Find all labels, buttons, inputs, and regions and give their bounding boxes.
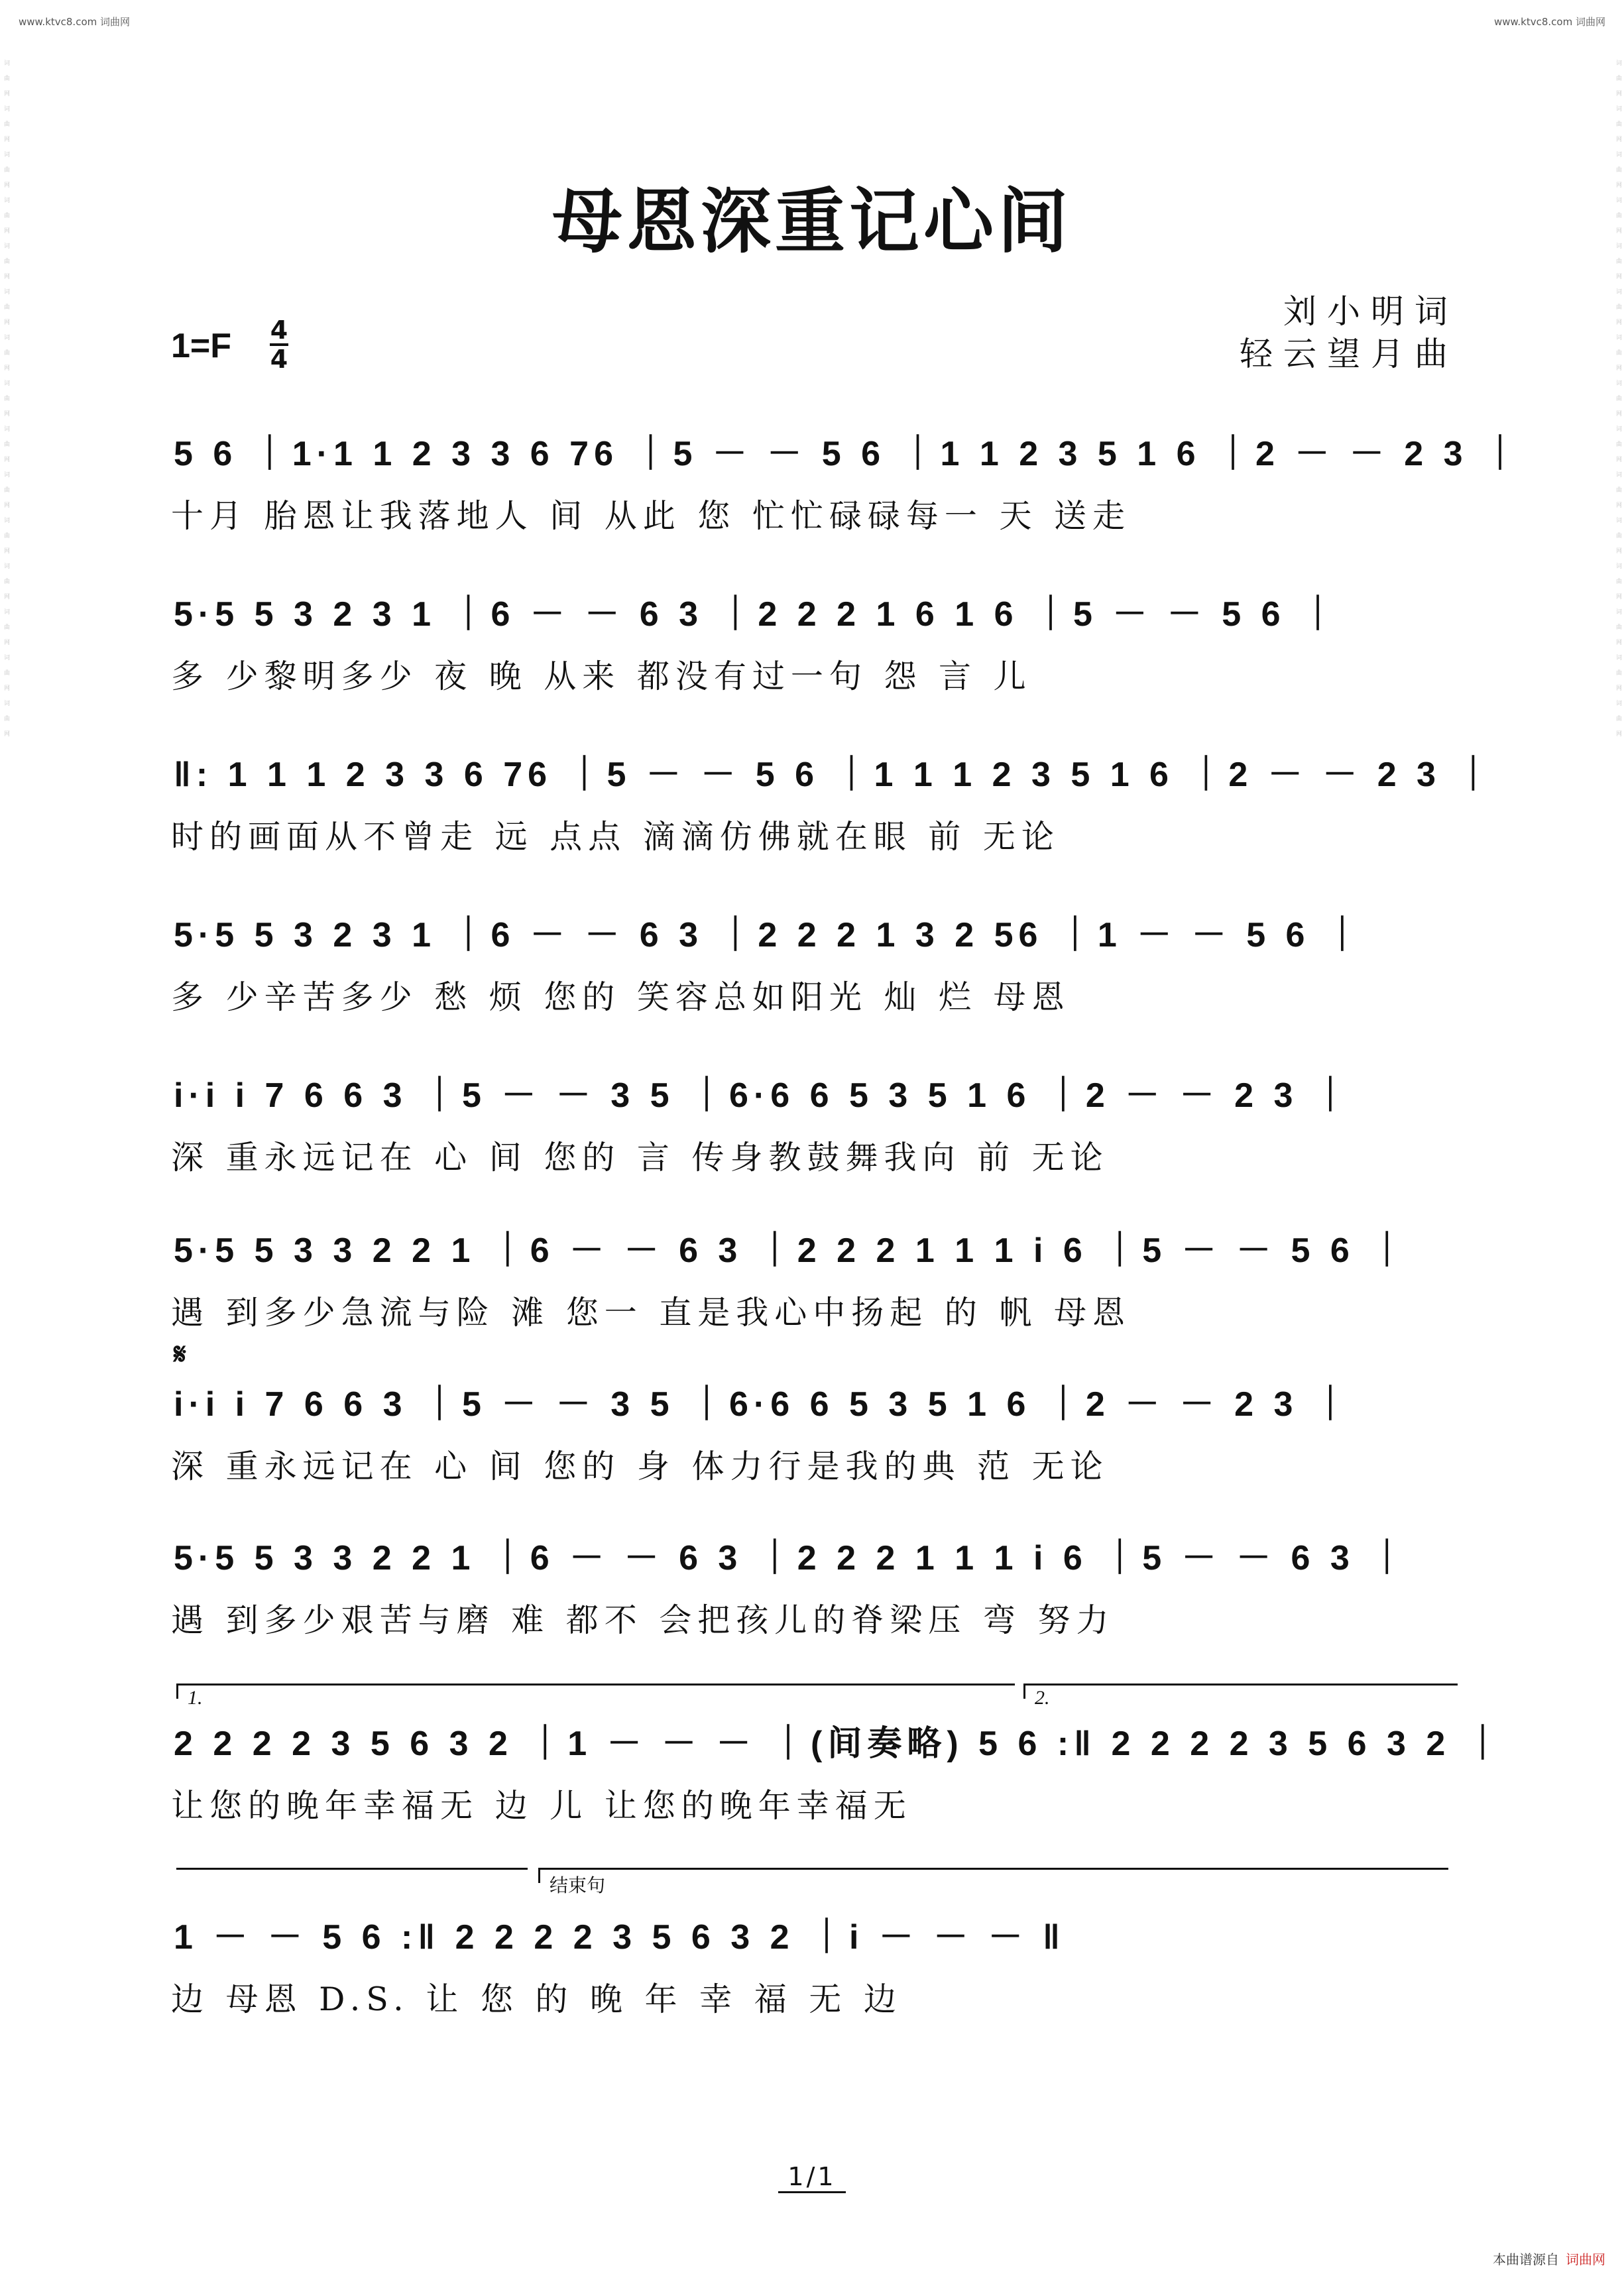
- notation-row: 1 － － 5 6 :‖ 2 2 2 2 3 5 6 3 2 ｜i － － － ‖: [174, 1918, 1066, 1957]
- lyric-row: 十月 胎恩让我落地人 间 从此 您 忙忙碌碌每一 天 送走: [171, 497, 1131, 535]
- first-ending-bracket: [176, 1684, 1015, 1709]
- first-ending-label: 1.: [188, 1687, 203, 1709]
- second-ending-label: 2.: [1035, 1687, 1050, 1709]
- lyric-row: 遇 到多少急流与险 滩 您一 直是我心中扬起 的 帆 母恩: [171, 1294, 1131, 1332]
- coda-ending-label: 结束句: [550, 1874, 606, 1896]
- notation-row: i·i i 7 6 6 3 ｜5 － － 3 5 ｜6·6 6 5 3 5 1 6 ｜2 － － 2 3 ｜: [174, 1385, 1353, 1424]
- notation-row: 5·5 5 3 3 2 2 1 ｜6 － － 6 3 ｜2 2 2 1 1 1 i 6 ｜5 － － 5 6 ｜: [174, 1231, 1410, 1270]
- notation-row: ‖: 1 1 1 2 3 3 6 76 ｜5 － － 5 6 ｜1 1 1 2 3 5 1 6 ｜2 － － 2 3 ｜: [174, 756, 1496, 794]
- song-title: 母恩深重记心间: [552, 180, 1072, 262]
- footer-brand: 词曲网: [1566, 2252, 1605, 2267]
- side-watermark-right: 词曲网词曲网词曲网词曲网词曲网词曲网词曲网词曲网词曲网词曲网词曲网词曲网词曲网词曲网词曲网: [1615, 60, 1621, 746]
- lyric-row: 多 少辛苦多少 愁 烦 您的 笑容总如阳光 灿 烂 母恩: [171, 978, 1071, 1016]
- second-ending-bracket: [1023, 1684, 1458, 1709]
- notation-row: 5·5 5 3 2 3 1 ｜6 － － 6 3 ｜2 2 2 1 6 1 6 ｜5 － － 5 6 ｜: [174, 595, 1341, 634]
- lyric-row: 时的画面从不曾走 远 点点 滴滴仿佛就在眼 前 无论: [171, 818, 1060, 856]
- lyric-row: 多 少黎明多少 夜 晚 从来 都没有过一句 怨 言 儿: [171, 657, 1032, 695]
- notation-row: 5·5 5 3 3 2 2 1 ｜6 － － 6 3 ｜2 2 2 1 1 1 i 6 ｜5 － － 6 3 ｜: [174, 1539, 1410, 1577]
- time-signature: [268, 317, 290, 372]
- coda-ending-bracket: [538, 1868, 1448, 1896]
- site-header-right: www.ktvc8.com 词曲网: [1493, 16, 1605, 28]
- lyricist-credit: 刘小明词: [1283, 292, 1458, 331]
- page-number-text: 1/1: [778, 2162, 845, 2193]
- footer-source: [1493, 2249, 1605, 2268]
- site-header-left: www.ktvc8.com 词曲网: [19, 16, 131, 28]
- lyric-row: 深 重永远记在 心 间 您的 言 传身教鼓舞我向 前 无论: [171, 1139, 1109, 1176]
- notation-row: 2 2 2 2 3 5 6 3 2 ｜1 － － － ｜(间奏略) 5 6 :‖ 2 2 2 2 3 5 6 3 2 ｜: [174, 1725, 1505, 1763]
- notation-row: 5 6 ｜1·1 1 2 3 3 6 76 ｜5 － － 5 6 ｜1 1 2 3 5 1 6 ｜2 － － 2 3 ｜: [174, 435, 1523, 473]
- lyric-row: 深 重永远记在 心 间 您的 身 体力行是我的典 范 无论: [171, 1448, 1109, 1485]
- footer-source-label: 本曲谱源自: [1493, 2252, 1559, 2267]
- composer-credit: 轻云望月曲: [1240, 335, 1458, 373]
- lyric-row: 边 母恩 D.S. 让 您 的 晚 年 幸 福 无 边: [171, 1980, 902, 2018]
- key-signature: 1=F: [171, 327, 232, 365]
- time-signature-top: 4: [270, 315, 288, 345]
- lyric-row: 让您的晚年幸福无 边 儿 让您的晚年幸福无: [171, 1787, 912, 1825]
- notation-row: i·i i 7 6 6 3 ｜5 － － 3 5 ｜6·6 6 5 3 5 1 6 ｜2 － － 2 3 ｜: [174, 1076, 1353, 1115]
- notation-row: 5·5 5 3 2 3 1 ｜6 － － 6 3 ｜2 2 2 1 3 2 56 ｜1 － － 5 6 ｜: [174, 916, 1365, 954]
- segno-mark: 𝄋: [174, 1338, 186, 1371]
- lyric-row: 遇 到多少艰苦与磨 难 都不 会把孩儿的脊梁压 弯 努力: [171, 1601, 1115, 1639]
- side-watermark-left: 词曲网词曲网词曲网词曲网词曲网词曲网词曲网词曲网词曲网词曲网词曲网词曲网词曲网词曲网词曲网: [3, 60, 9, 746]
- repeat-bracket: [176, 1868, 528, 1883]
- time-signature-bottom: 4: [270, 345, 288, 374]
- page-number: [0, 2162, 1624, 2191]
